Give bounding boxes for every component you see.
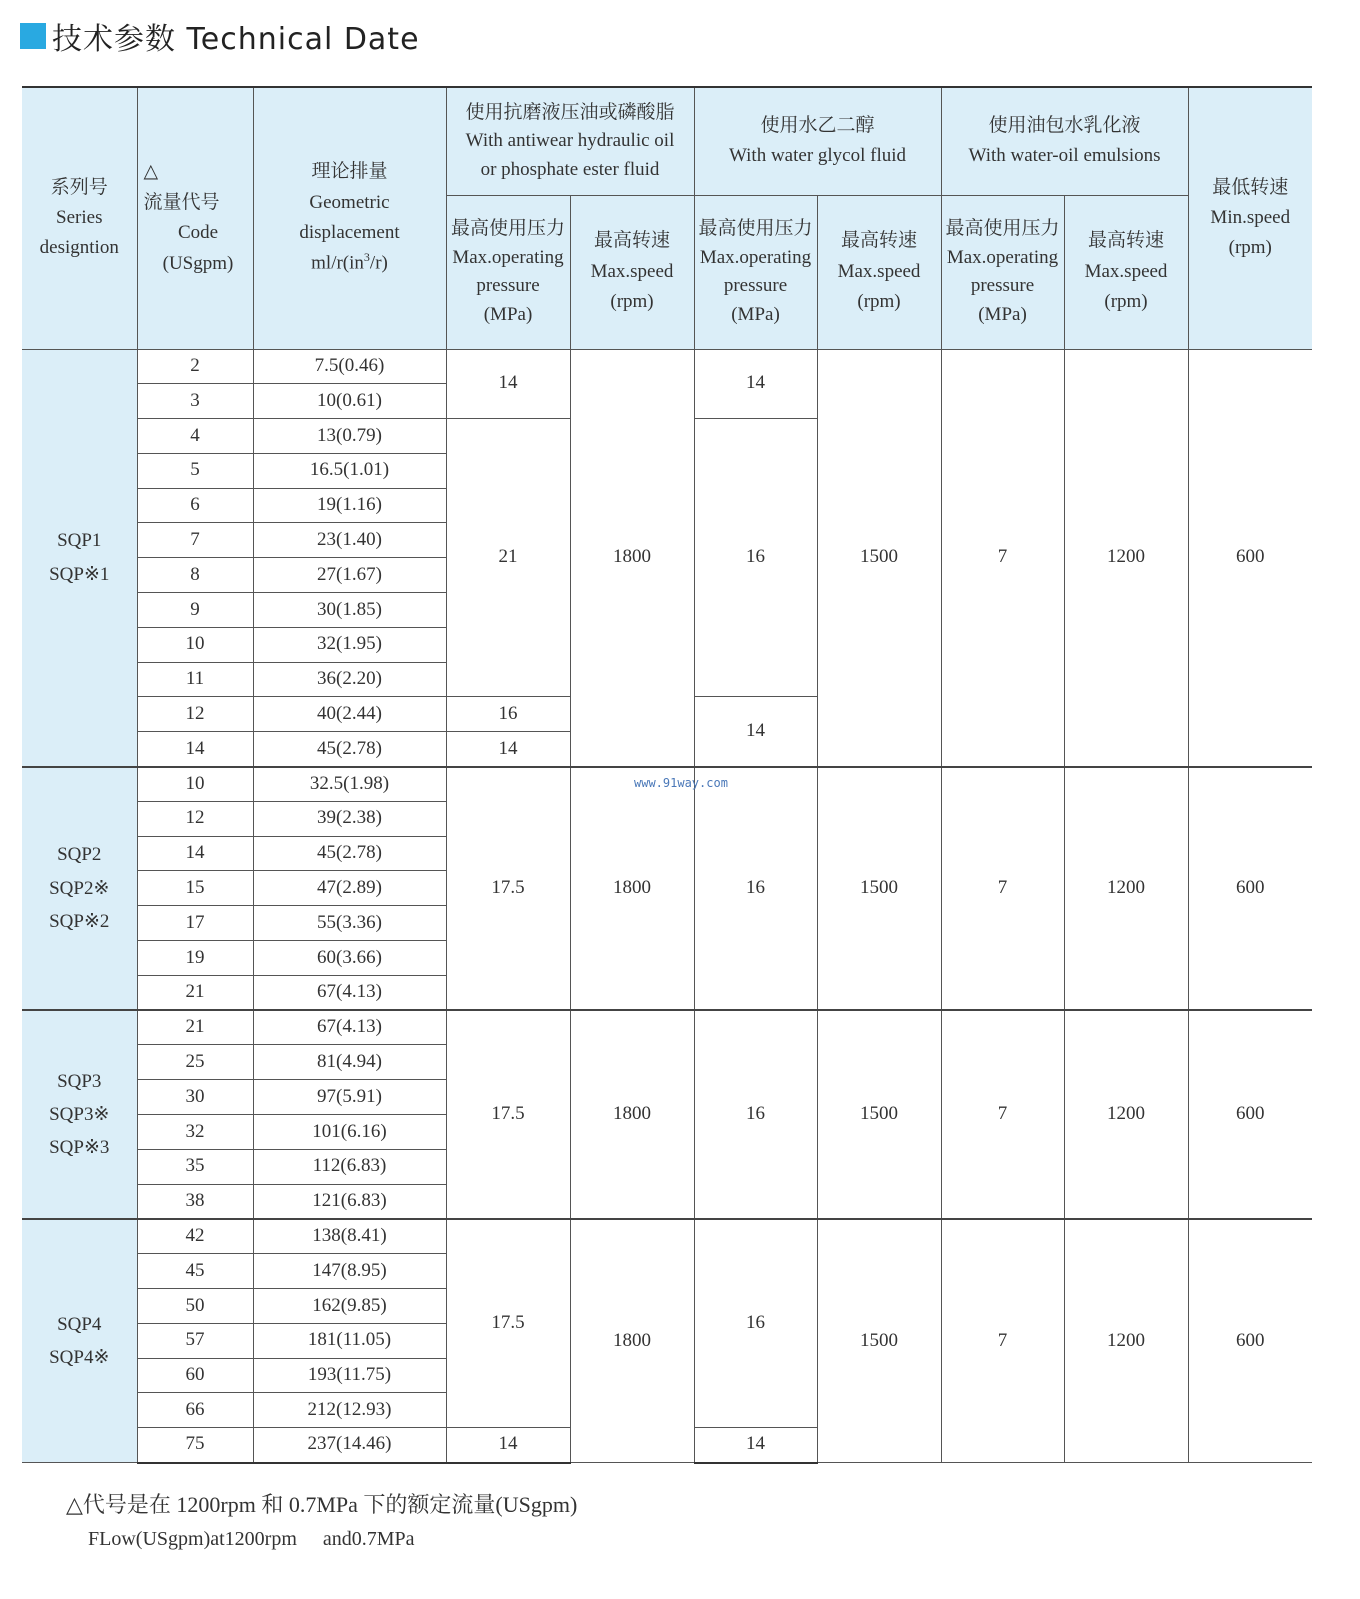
emulsion-pressure-cell: 7 — [941, 1010, 1064, 1219]
header-em-pressure: 最高使用压力 Max.operating pressure (MPa) — [941, 195, 1064, 349]
flow-code-cell: 5 — [137, 453, 253, 488]
header-series: 系列号 Series designtion — [22, 87, 137, 349]
flow-code-cell: 17 — [137, 906, 253, 941]
flow-code-cell: 7 — [137, 523, 253, 558]
displacement-cell: 32.5(1.98) — [253, 767, 446, 802]
displacement-cell: 32(1.95) — [253, 627, 446, 662]
series-label: SQP4 — [57, 1313, 102, 1335]
table-row — [22, 1010, 1312, 1045]
series-label: SQP3 — [57, 1070, 102, 1092]
footnote-cn: △代号是在 1200rpm 和 0.7MPa 下的额定流量(USgpm) — [66, 1492, 578, 1517]
series-cell — [22, 1219, 137, 1463]
flow-code-cell: 35 — [137, 1149, 253, 1184]
flow-code-cell: 4 — [137, 419, 253, 454]
flow-code-cell: 12 — [137, 697, 253, 732]
flow-code-cell: 30 — [137, 1080, 253, 1115]
flow-code-cell: 42 — [137, 1219, 253, 1254]
page-title — [20, 14, 420, 58]
displacement-cell: 39(2.38) — [253, 801, 446, 836]
flow-code-cell: 10 — [137, 627, 253, 662]
displacement-cell: 121(6.83) — [253, 1184, 446, 1219]
displacement-cell: 81(4.94) — [253, 1045, 446, 1080]
displacement-cell: 13(0.79) — [253, 419, 446, 454]
title-square-icon — [20, 23, 46, 49]
antiwear-speed-cell: 1800 — [570, 349, 694, 767]
min-speed-cell: 600 — [1188, 767, 1312, 1011]
title-text: 技术参数 Technical Date — [52, 22, 420, 57]
header-min-speed: 最低转速 Min.speed (rpm) — [1188, 87, 1312, 349]
series-label: SQP※3 — [49, 1137, 110, 1159]
glycol-pressure-cell: 14 — [694, 1428, 817, 1463]
flow-code-cell: 50 — [137, 1289, 253, 1324]
min-speed-cell: 600 — [1188, 1219, 1312, 1463]
header-em-speed: 最高转速 Max.speed (rpm) — [1064, 195, 1188, 349]
series-label: SQP4※ — [49, 1346, 110, 1368]
flow-code-cell: 3 — [137, 384, 253, 419]
header-group-antiwear: 使用抗磨液压油或磷酸脂 With antiwear hydraulic oil or phosphate ester fluid — [446, 87, 694, 195]
displacement-cell: 60(3.66) — [253, 941, 446, 976]
emulsion-speed-cell: 1200 — [1064, 349, 1188, 767]
header-group-emulsion: 使用油包水乳化液 With water-oil emulsions — [941, 87, 1188, 195]
glycol-pressure-cell: 14 — [694, 697, 817, 767]
footnote-en: FLow(USgpm)at1200rpm and0.7MPa — [88, 1528, 415, 1550]
flow-code-cell: 19 — [137, 941, 253, 976]
glycol-speed-cell: 1500 — [817, 349, 941, 767]
series-label: SQP※1 — [49, 563, 110, 585]
displacement-cell: 112(6.83) — [253, 1149, 446, 1184]
series-label: SQP1 — [57, 530, 102, 552]
glycol-pressure-cell: 16 — [694, 1219, 817, 1428]
emulsion-speed-cell: 1200 — [1064, 767, 1188, 1011]
flow-code-cell: 14 — [137, 836, 253, 871]
displacement-cell: 40(2.44) — [253, 697, 446, 732]
flow-code-cell: 11 — [137, 662, 253, 697]
technical-data-table — [22, 86, 1312, 1464]
displacement-cell: 16.5(1.01) — [253, 453, 446, 488]
table-header — [22, 87, 1312, 349]
antiwear-speed-cell: 1800 — [570, 1219, 694, 1463]
min-speed-cell: 600 — [1188, 1010, 1312, 1219]
flow-code-cell: 21 — [137, 975, 253, 1010]
emulsion-speed-cell: 1200 — [1064, 1010, 1188, 1219]
antiwear-pressure-cell: 17.5 — [446, 1219, 570, 1428]
antiwear-pressure-cell: 17.5 — [446, 1010, 570, 1219]
series-label: SQP2 — [57, 844, 102, 866]
flow-code-cell: 60 — [137, 1358, 253, 1393]
displacement-cell: 193(11.75) — [253, 1358, 446, 1393]
antiwear-speed-cell: 1800 — [570, 767, 694, 1011]
emulsion-pressure-cell: 7 — [941, 349, 1064, 767]
glycol-speed-cell: 1500 — [817, 767, 941, 1011]
table-body — [22, 349, 1312, 1463]
series-label: SQP2※ — [49, 877, 110, 899]
antiwear-speed-cell: 1800 — [570, 1010, 694, 1219]
displacement-unit: $ml/r(in^3/r)$ — [311, 250, 388, 274]
series-cell — [22, 349, 137, 767]
series-label: SQP3※ — [49, 1103, 110, 1125]
header-group-glycol: 使用水乙二醇 With water glycol fluid — [694, 87, 941, 195]
header-aw-speed: 最高转速 Max.speed (rpm) — [570, 195, 694, 349]
displacement-cell: 138(8.41) — [253, 1219, 446, 1254]
min-speed-cell: 600 — [1188, 349, 1312, 767]
series-label: SQP※2 — [49, 910, 110, 932]
displacement-cell: 67(4.13) — [253, 1010, 446, 1045]
flow-code-cell: 45 — [137, 1254, 253, 1289]
flow-code-cell: 12 — [137, 801, 253, 836]
displacement-cell: 237(14.46) — [253, 1428, 446, 1463]
emulsion-pressure-cell: 7 — [941, 1219, 1064, 1463]
flow-code-cell: 6 — [137, 488, 253, 523]
antiwear-pressure-cell: 17.5 — [446, 767, 570, 1011]
flow-code-cell: 8 — [137, 558, 253, 593]
displacement-cell: 7.5(0.46) — [253, 349, 446, 384]
glycol-pressure-cell: 16 — [694, 767, 817, 1011]
watermark: www.91way.com — [634, 776, 728, 790]
flow-code-cell: 75 — [137, 1428, 253, 1463]
displacement-cell: 101(6.16) — [253, 1115, 446, 1150]
displacement-cell: 45(2.78) — [253, 836, 446, 871]
glycol-speed-cell: 1500 — [817, 1010, 941, 1219]
antiwear-pressure-cell: 14 — [446, 349, 570, 419]
flow-code-cell: 57 — [137, 1323, 253, 1358]
displacement-cell: 162(9.85) — [253, 1289, 446, 1324]
flow-code-cell: 66 — [137, 1393, 253, 1428]
glycol-pressure-cell: 16 — [694, 1010, 817, 1219]
flow-code-cell: 25 — [137, 1045, 253, 1080]
displacement-cell: 23(1.40) — [253, 523, 446, 558]
displacement-cell: 27(1.67) — [253, 558, 446, 593]
displacement-cell: 67(4.13) — [253, 975, 446, 1010]
flow-code-cell: 21 — [137, 1010, 253, 1045]
displacement-cell: 36(2.20) — [253, 662, 446, 697]
antiwear-pressure-cell: 14 — [446, 1428, 570, 1463]
header-wg-speed: 最高转速 Max.speed (rpm) — [817, 195, 941, 349]
emulsion-pressure-cell: 7 — [941, 767, 1064, 1011]
glycol-pressure-cell: 14 — [694, 349, 817, 419]
displacement-cell: 45(2.78) — [253, 732, 446, 767]
flow-code-cell: 10 — [137, 767, 253, 802]
displacement-cell: 30(1.85) — [253, 593, 446, 628]
displacement-cell: 97(5.91) — [253, 1080, 446, 1115]
displacement-cell: 10(0.61) — [253, 384, 446, 419]
series-cell — [22, 1010, 137, 1219]
flow-code-cell: 15 — [137, 871, 253, 906]
displacement-cell: 55(3.36) — [253, 906, 446, 941]
header-wg-pressure: 最高使用压力 Max.operating pressure (MPa) — [694, 195, 817, 349]
displacement-cell: 212(12.93) — [253, 1393, 446, 1428]
series-cell — [22, 767, 137, 1011]
antiwear-pressure-cell: 14 — [446, 732, 570, 767]
displacement-cell: 147(8.95) — [253, 1254, 446, 1289]
displacement-cell: 19(1.16) — [253, 488, 446, 523]
table-row — [22, 1219, 1312, 1254]
header-code: △ 流量代号 Code (USgpm) — [137, 87, 253, 349]
flow-code-cell: 9 — [137, 593, 253, 628]
table-row — [22, 349, 1312, 384]
flow-code-cell: 14 — [137, 732, 253, 767]
antiwear-pressure-cell: 21 — [446, 419, 570, 697]
glycol-pressure-cell: 16 — [694, 419, 817, 697]
displacement-cell: 181(11.05) — [253, 1323, 446, 1358]
flow-code-cell: 38 — [137, 1184, 253, 1219]
header-aw-pressure: 最高使用压力 Max.operating pressure (MPa) — [446, 195, 570, 349]
glycol-speed-cell: 1500 — [817, 1219, 941, 1463]
header-displacement: 理论排量 Geometric displacement $ml/r(in^3/r)$ — [253, 87, 446, 349]
flow-code-cell: 2 — [137, 349, 253, 384]
flow-code-cell: 32 — [137, 1115, 253, 1150]
emulsion-speed-cell: 1200 — [1064, 1219, 1188, 1463]
displacement-cell: 47(2.89) — [253, 871, 446, 906]
antiwear-pressure-cell: 16 — [446, 697, 570, 732]
